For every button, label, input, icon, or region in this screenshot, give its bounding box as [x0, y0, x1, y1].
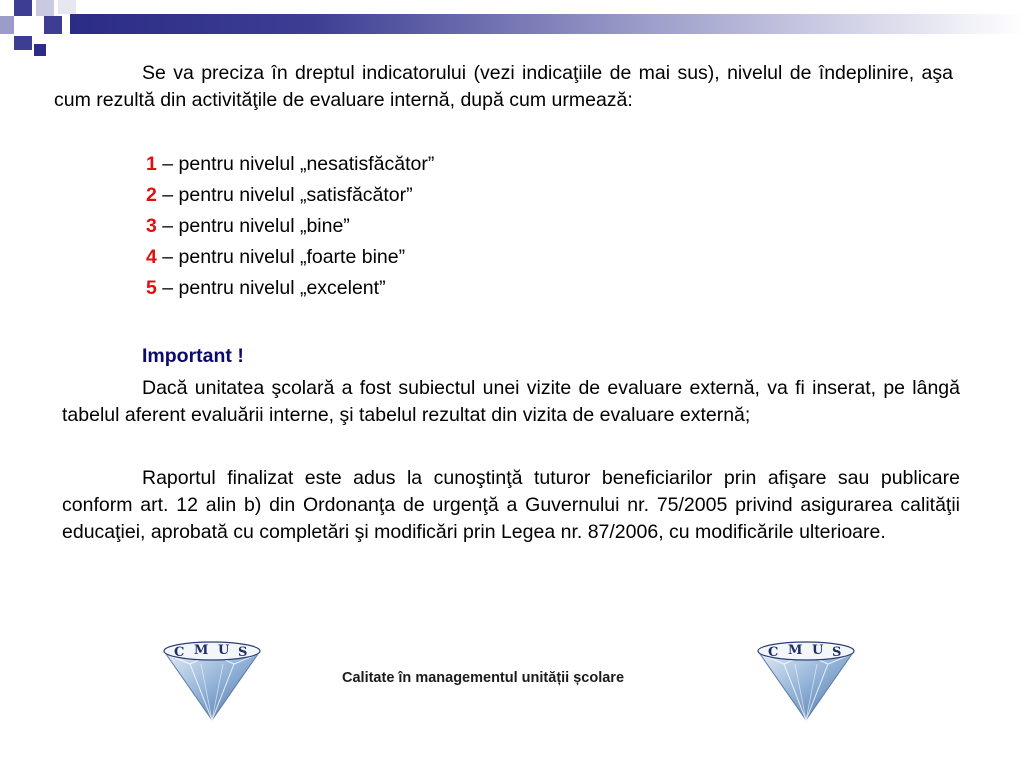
deco-square	[44, 16, 62, 34]
deco-square	[14, 16, 36, 34]
logo-letter: U	[812, 643, 824, 658]
level-text: – pentru nivelul „satisfăcător”	[156, 184, 413, 206]
deco-square	[14, 0, 32, 16]
diamond-logo-icon	[756, 634, 856, 722]
level-number: 3	[146, 215, 157, 237]
diamond-logo-icon	[162, 634, 262, 722]
logo-letter: C	[174, 645, 185, 660]
important-heading: Important !	[142, 345, 244, 367]
level-item	[146, 182, 413, 209]
level-number: 2	[146, 184, 157, 206]
level-text: – pentru nivelul „foarte bine”	[156, 246, 406, 268]
logo-letter: M	[788, 643, 803, 658]
level-number: 4	[146, 246, 157, 268]
level-item	[146, 213, 350, 240]
header-decoration	[0, 0, 1024, 60]
level-number: 1	[146, 153, 157, 175]
deco-square	[0, 16, 14, 34]
level-item	[146, 275, 386, 302]
paragraph-report: Raportul finalizat este adus la cunoştinţă tuturor beneficiarilor prin afişare sau publicare conform art. 12 alin b) din Ordonanţa de urgenţă a Guvernului nr. 75/2005 privind asigurarea calităţii educaţiei, aprobată cu completări şi modificări prin Legea nr. 87/2006, cu modificările ulterioare.	[62, 467, 960, 543]
deco-square	[34, 44, 46, 56]
footer-caption: Calitate în managementul unității școlare	[342, 670, 625, 686]
logo-letter: C	[768, 645, 779, 660]
logo-letter: S	[238, 645, 248, 660]
level-text: – pentru nivelul „excelent”	[156, 277, 386, 299]
logo-letter: U	[218, 643, 230, 658]
deco-square	[36, 0, 54, 16]
paragraph-intro: Se va preciza în dreptul indicatorului (vezi indicaţiile de mai sus), nivelul de îndeplinire, aşa cum rezultă din activităţile de evaluare internă, după cum urmează:	[54, 62, 953, 111]
level-number: 5	[146, 277, 157, 299]
level-text: – pentru nivelul „bine”	[156, 215, 350, 237]
level-item	[146, 151, 434, 178]
logo-letter: S	[832, 645, 842, 660]
paragraph-external-evaluation: Dacă unitatea şcolară a fost subiectul unei vizite de evaluare externă, va fi inserat, pe lângă tabelul aferent evaluării interne, şi tabelul rezultat din vizita de evaluare externă;	[62, 377, 960, 426]
level-text: – pentru nivelul „nesatisfăcător”	[156, 153, 435, 175]
logo-letter: M	[194, 643, 209, 658]
header-gradient-bar	[70, 14, 1024, 34]
deco-square	[58, 0, 76, 14]
level-item	[146, 244, 405, 271]
deco-square	[14, 36, 32, 50]
